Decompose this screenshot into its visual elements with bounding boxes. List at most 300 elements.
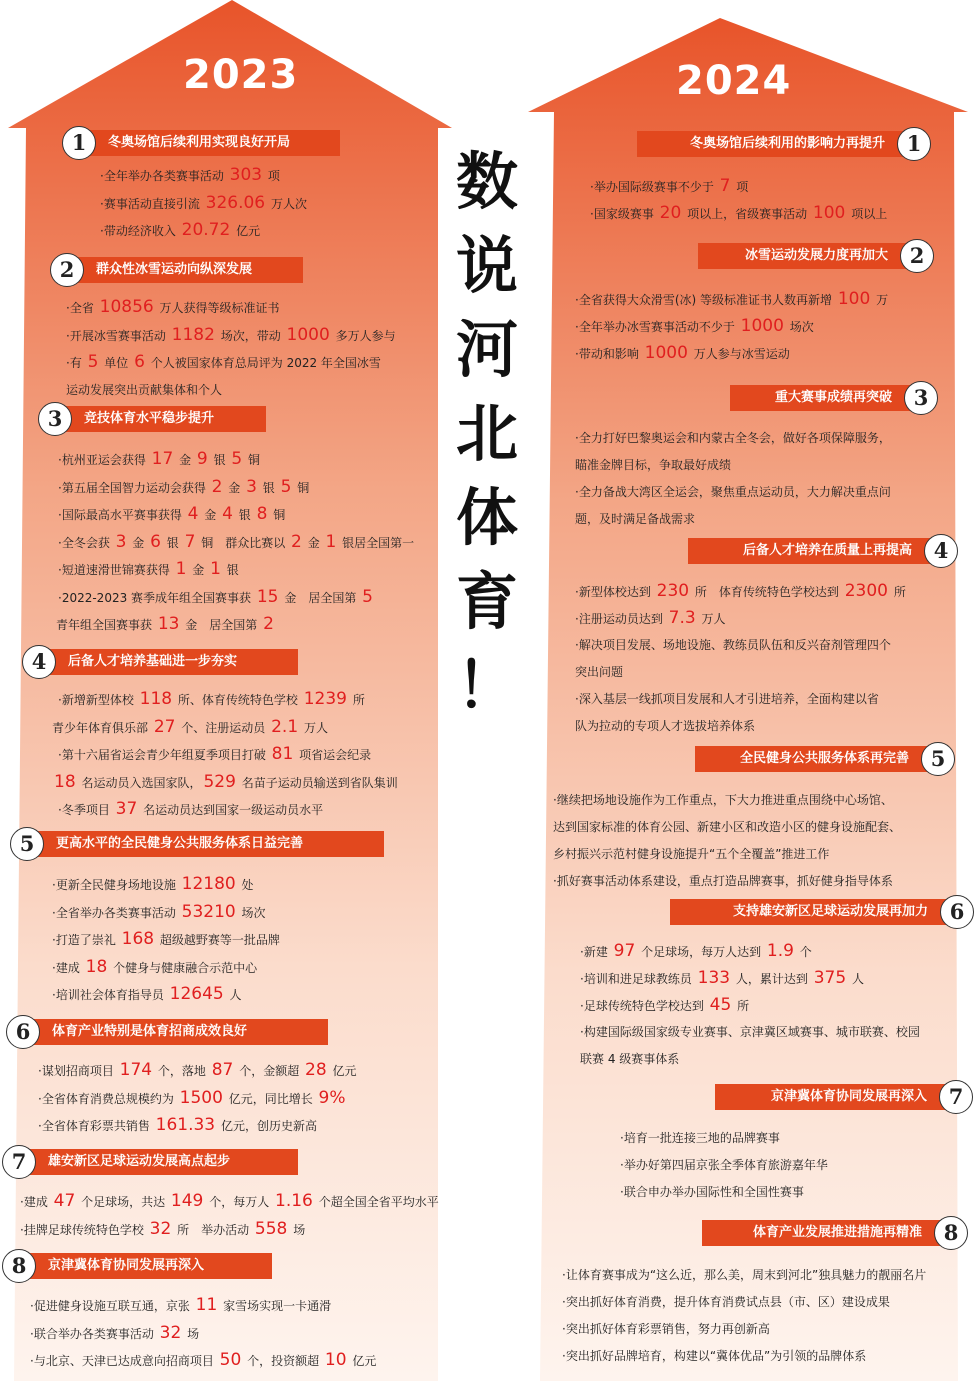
left-section-6-title: 体育产业特别是体育招商成效良好 <box>14 1019 328 1045</box>
item-text: ·全力打好巴黎奥运会和内蒙古全冬会，做好各项保障服务， <box>575 431 891 445</box>
item-text: ·杭州亚运会获得 <box>58 453 150 467</box>
left-section-item <box>20 1216 305 1244</box>
item-number: 2.1 <box>271 716 299 737</box>
item-text: ·全冬会获 <box>58 535 114 550</box>
item-text: 场 <box>183 1326 200 1341</box>
item-text: 人 <box>848 972 865 986</box>
left-section-item <box>66 294 280 322</box>
item-text: 场次，带动 <box>216 328 285 343</box>
item-number: 8 <box>256 504 268 524</box>
left-section-item <box>38 1085 348 1113</box>
left-section-item <box>58 474 309 502</box>
item-text: 亿元，同比增长 <box>224 1091 317 1106</box>
item-text: ·带动和影响 <box>575 347 643 361</box>
left-section-2-title: 群众性冰雪运动向纵深发展 <box>58 257 303 283</box>
item-number: 1000 <box>286 324 330 345</box>
item-number: 529 <box>203 771 236 792</box>
right-section-item <box>580 1046 679 1073</box>
item-text: 银 <box>222 563 239 577</box>
left-section-item <box>66 322 396 350</box>
right-section-item <box>580 992 749 1020</box>
item-number: 1 <box>210 559 221 579</box>
item-text: 万人 <box>300 720 328 735</box>
right-section-item <box>620 1179 804 1206</box>
item-number: 174 <box>119 1060 153 1080</box>
item-number: 1 <box>325 531 337 552</box>
item-number: 168 <box>121 929 155 949</box>
right-section-item <box>575 686 879 713</box>
item-number: 87 <box>211 1060 234 1080</box>
left-section-5-title: 更高水平的全民健身公共服务体系日益完善 <box>18 831 384 857</box>
right-section-8-number: 8 <box>934 1216 968 1250</box>
left-section-item <box>20 1188 439 1216</box>
item-number: 6 <box>150 531 161 552</box>
item-text: 项以上 <box>847 207 888 221</box>
left-section-item <box>58 584 375 612</box>
item-text: ·举办好第四届京张全季体育旅游嘉年华 <box>620 1158 828 1172</box>
item-text: ·与北京、天津已达成意向招商项目 <box>30 1354 218 1368</box>
item-text: ·全省获得大众滑雪(冰) 等级标准证书人数再新增 <box>575 293 836 307</box>
title-char: 河 <box>455 313 518 386</box>
item-text: 铜 <box>293 480 310 495</box>
title-char: ！ <box>455 649 518 722</box>
right-section-item <box>575 632 891 659</box>
item-text: ·更新全民健身场地设施 <box>52 878 180 892</box>
item-number: 1000 <box>644 343 688 363</box>
item-text: 金 居全国第 <box>280 590 361 605</box>
item-number: 50 <box>219 1350 242 1370</box>
left-section-item <box>52 926 280 954</box>
item-text: 个，金额超 <box>235 1064 304 1078</box>
item-text: 运动发展突出贡献集体和个人 <box>66 382 223 397</box>
item-text: ·突出抓好体育消费，提升体育消费试点县（市、区）建设成果 <box>562 1295 890 1309</box>
item-number: 2 <box>263 614 274 634</box>
item-text: ·新增新型体校 <box>58 693 138 707</box>
item-text: 名苗子运动员输送到省队集训 <box>237 775 398 790</box>
left-section-item <box>52 899 266 927</box>
right-section-item <box>620 1125 780 1152</box>
item-text: ·全年举办冰雪赛事活动不少于 <box>575 320 739 334</box>
item-text: 银 <box>162 535 183 550</box>
left-section-item <box>52 871 254 899</box>
item-text: 铜 <box>269 508 286 522</box>
item-number: 37 <box>115 799 138 819</box>
right-section-item <box>620 1152 828 1179</box>
item-text: ·培训和进足球教练员 <box>580 972 696 986</box>
item-text: ·挂牌足球传统特色学校 <box>20 1222 148 1237</box>
right-section-3-number: 3 <box>904 381 938 415</box>
item-text: 铜 群众比赛以 <box>197 535 290 550</box>
left-section-item <box>100 162 280 190</box>
item-text: 瞄准金牌目标，争取最好成绩 <box>575 458 732 472</box>
right-section-5-number: 5 <box>921 742 955 776</box>
item-text: ·联合举办各类赛事活动 <box>30 1326 158 1341</box>
item-text: 场次 <box>785 320 814 334</box>
left-section-4-number: 4 <box>22 645 56 679</box>
item-number: 81 <box>271 744 294 764</box>
item-text: 处 <box>237 878 254 892</box>
item-number: 13 <box>157 614 180 634</box>
item-number: 1.9 <box>766 941 794 961</box>
item-number: 303 <box>229 165 263 185</box>
item-number: 27 <box>153 716 176 737</box>
right-section-7-number: 7 <box>939 1080 973 1114</box>
item-number: 133 <box>697 968 731 988</box>
item-number: 20 <box>659 203 682 223</box>
item-text: 达到国家标准的体育公园、新建小区和改造小区的健身设施配套、 <box>553 820 902 834</box>
item-text: 个，投资额超 <box>243 1354 323 1368</box>
item-number: 326.06 <box>205 192 266 213</box>
item-number: 7 <box>184 531 196 552</box>
left-section-item <box>58 501 285 529</box>
right-section-item <box>575 452 731 479</box>
left-section-item <box>58 796 323 824</box>
left-section-item <box>30 1347 376 1375</box>
item-text: ·让体育赛事成为“这么近，那么美，周末到河北”独具魅力的靓丽名片 <box>562 1268 927 1282</box>
item-number: 118 <box>139 689 173 709</box>
item-text: ·抓好赛事活动体系建设，重点打造品牌赛事，抓好健身指导体系 <box>553 874 893 888</box>
right-section-item <box>590 173 748 201</box>
item-text: ·有 <box>66 356 86 370</box>
item-text: 个人被国家体育总局评为 2022 年全国冰雪 <box>146 356 381 370</box>
title-char: 说 <box>455 229 518 302</box>
item-text: 所 体育传统特色学校达到 <box>691 585 843 599</box>
item-number: 12645 <box>169 984 224 1004</box>
item-text: 亿元，创历史新高 <box>217 1119 317 1133</box>
item-text: ·国际最高水平赛事获得 <box>58 508 186 522</box>
item-number: 1500 <box>179 1087 223 1108</box>
left-section-item <box>30 1292 331 1320</box>
right-section-7-title: 京津冀体育协同发展再深入 <box>715 1084 965 1110</box>
item-number: 2 <box>291 531 302 552</box>
left-section-item <box>52 769 398 797</box>
item-text: ·全省举办各类赛事活动 <box>52 905 180 920</box>
item-number: 97 <box>613 941 636 961</box>
item-text: ·谋划招商项目 <box>38 1064 118 1078</box>
item-text: ·冬季项目 <box>58 803 114 817</box>
left-section-2-number: 2 <box>50 253 84 287</box>
item-text: ·全省体育消费总规模约为 <box>38 1091 178 1106</box>
item-number: 15 <box>256 586 279 607</box>
item-number: 45 <box>709 995 732 1015</box>
item-text: 银 <box>234 508 255 522</box>
item-text: ·全年举办各类赛事活动 <box>100 169 228 183</box>
item-text: ·突出抓好体育彩票销售，努力再创新高 <box>562 1322 770 1336</box>
item-number: 1000 <box>740 316 784 336</box>
item-text: ·培训社会体育指导员 <box>52 988 168 1002</box>
item-text: 个 <box>795 945 812 959</box>
left-section-item <box>58 741 371 769</box>
item-text: 万人 <box>697 612 726 626</box>
main-title <box>452 140 522 728</box>
item-number: 9 <box>196 449 208 469</box>
item-text: 金 <box>303 535 324 550</box>
left-section-item <box>58 446 260 474</box>
item-text: ·全省体育彩票共销售 <box>38 1119 154 1133</box>
item-number: 32 <box>159 1322 182 1343</box>
item-number: 32 <box>149 1218 172 1239</box>
title-char: 数 <box>455 145 518 218</box>
item-text: 项 <box>264 169 280 183</box>
left-section-5-number: 5 <box>10 827 44 861</box>
item-text: 项 <box>732 180 749 194</box>
item-text: ·突出抓好品牌培育，构建以“冀体优品”为引领的品牌体系 <box>562 1349 867 1363</box>
item-text: 超级越野赛等一批品牌 <box>156 933 280 947</box>
right-section-item <box>575 659 623 686</box>
left-section-item <box>66 349 381 377</box>
left-section-item <box>52 714 328 742</box>
item-number: 4 <box>222 504 233 524</box>
item-number: 12180 <box>181 874 236 894</box>
item-text: 金 <box>175 453 195 467</box>
year-2024: 2024 <box>676 58 792 104</box>
left-section-item <box>38 1112 317 1140</box>
item-number: 11 <box>195 1295 218 1315</box>
right-section-item <box>575 605 726 633</box>
left-section-3-title: 竞技体育水平稳步提升 <box>46 406 266 432</box>
right-section-item <box>575 506 695 533</box>
item-text: 联赛 4 级赛事体系 <box>580 1052 680 1066</box>
item-number: 1182 <box>171 324 215 345</box>
left-section-item <box>58 529 414 557</box>
right-section-item <box>553 787 893 814</box>
item-number: 161.33 <box>155 1115 216 1135</box>
right-section-6-number: 6 <box>940 895 974 929</box>
item-text: 万人获得等级标准证书 <box>155 301 280 315</box>
title-char: 北 <box>455 397 518 470</box>
left-section-1-number: 1 <box>62 126 96 160</box>
item-text: 个，落地 <box>154 1064 210 1078</box>
right-section-2-title: 冰雪运动发展力度再加大 <box>698 243 926 269</box>
item-number: 1239 <box>303 689 347 709</box>
item-text: 突出问题 <box>575 665 624 679</box>
item-text: 多万人参与 <box>331 328 396 343</box>
item-number: 230 <box>656 581 690 601</box>
item-text: 所 <box>349 693 365 707</box>
item-number: 10856 <box>99 297 154 317</box>
item-text: 亿元 <box>328 1064 357 1078</box>
item-text: 万人参与冰雪运动 <box>689 347 790 361</box>
left-section-item <box>30 1320 199 1348</box>
left-section-1-title: 冬奥场馆后续利用实现良好开局 <box>70 130 340 156</box>
right-section-1-number: 1 <box>897 127 931 161</box>
year-2023: 2023 <box>183 52 299 98</box>
right-section-item <box>575 578 906 606</box>
left-section-6-number: 6 <box>6 1015 40 1049</box>
item-text: 青少年体育俱乐部 <box>52 720 152 735</box>
item-text: ·新建 <box>580 945 612 959</box>
item-text: 人，累计达到 <box>732 972 812 986</box>
right-section-item <box>590 200 887 228</box>
right-section-item <box>575 286 888 314</box>
right-section-8-title: 体育产业发展推进措施再精准 <box>702 1220 960 1246</box>
item-text: 金 <box>224 480 245 495</box>
item-number: 20.72 <box>181 220 231 240</box>
right-section-item <box>580 938 812 966</box>
item-text: ·全省 <box>66 301 98 315</box>
item-number: 7.3 <box>668 608 696 628</box>
right-section-5-title: 全民健身公共服务体系再完善 <box>695 746 947 772</box>
item-text: ·打造了崇礼 <box>52 933 120 947</box>
title-char: 体 <box>455 481 518 554</box>
item-text: 项以上，省级赛事活动 <box>683 207 811 221</box>
item-text: ·2022-2023 赛季成年组全国赛事获 <box>58 590 255 605</box>
item-number: 2300 <box>844 581 888 601</box>
right-section-item <box>580 965 864 993</box>
item-number: 558 <box>254 1218 288 1239</box>
right-section-item <box>562 1343 866 1370</box>
item-number: 1 <box>175 559 187 579</box>
item-text: ·第五届全国智力运动会获得 <box>58 480 210 495</box>
item-number: 100 <box>812 203 846 223</box>
item-text: 个足球场，共达 <box>77 1195 169 1209</box>
item-text: ·联合申办举办国际性和全国性赛事 <box>620 1185 804 1199</box>
item-text: 所 <box>733 999 750 1013</box>
item-number: 375 <box>813 968 847 988</box>
right-section-item <box>553 841 829 868</box>
item-text: 金 居全国第 <box>181 618 262 632</box>
left-section-item <box>56 611 276 639</box>
right-section-item <box>575 313 814 341</box>
item-text: ·举办国际级赛事不少于 <box>590 180 718 194</box>
item-text: 家雪场实现一卡通滑 <box>219 1299 332 1313</box>
right-section-item <box>575 340 790 368</box>
right-section-item <box>562 1316 770 1343</box>
item-text: 青年组全国赛事获 <box>56 618 156 632</box>
right-section-4-title: 后备人才培养在质量上再提高 <box>688 538 950 564</box>
item-number: 5 <box>87 352 99 372</box>
item-text: 个超全国全省平均水平 <box>314 1195 439 1209</box>
item-text: ·深入基层一线抓项目发展和人才引进培养，全面构建以省 <box>575 692 879 706</box>
item-text: 铜 <box>244 453 261 467</box>
item-text: ·国家级赛事 <box>590 207 658 221</box>
left-section-item <box>58 686 365 714</box>
left-section-3-number: 3 <box>38 402 72 436</box>
right-section-2-number: 2 <box>900 239 934 273</box>
title-char: 育 <box>455 565 518 638</box>
item-text: 队为拉动的专项人才选拔培养体系 <box>575 719 756 733</box>
item-text: ·建成 <box>52 960 84 975</box>
left-section-item <box>66 377 222 404</box>
item-text: ·足球传统特色学校达到 <box>580 999 708 1013</box>
item-text: 所 <box>890 585 906 599</box>
left-section-7-number: 7 <box>2 1145 36 1179</box>
item-number: 28 <box>305 1060 327 1080</box>
item-text: ·促进健身设施互联互通，京张 <box>30 1299 194 1313</box>
item-text: 银居全国第一 <box>338 535 415 550</box>
item-number: 5 <box>362 586 373 607</box>
item-text: 银 <box>209 453 230 467</box>
item-number: 3 <box>246 476 257 497</box>
left-section-item <box>58 556 239 584</box>
item-text: 亿元 <box>348 1354 377 1368</box>
item-text: 名运动员达到国家一级运动员水平 <box>139 803 324 817</box>
right-section-4-number: 4 <box>924 534 958 568</box>
item-number: 4 <box>187 504 199 524</box>
item-text: ·全力备战大湾区全运会，聚焦重点运动员，大力解决重点问 <box>575 485 891 499</box>
item-number: 149 <box>170 1191 204 1211</box>
right-section-item <box>562 1289 890 1316</box>
item-text: 项省运会纪录 <box>295 748 372 762</box>
item-number: 17 <box>151 449 174 469</box>
right-section-3-title: 重大赛事成绩再突破 <box>730 385 930 411</box>
item-text: ·赛事活动直接引流 <box>100 196 204 211</box>
left-section-7-title: 雄安新区足球运动发展高点起步 <box>10 1149 298 1175</box>
item-text: 金 <box>200 508 221 522</box>
item-text: ·继续把场地设施作为工作重点，下大力推进重点围绕中心场馆、 <box>553 793 893 807</box>
right-section-6-title: 支持雄安新区足球运动发展再加力 <box>670 899 966 925</box>
item-text: 场次 <box>237 905 266 920</box>
item-text: 场 <box>289 1222 306 1237</box>
item-text: 所 举办活动 <box>173 1222 253 1237</box>
item-text: 亿元 <box>232 224 261 238</box>
right-section-item <box>553 868 893 895</box>
left-section-item <box>52 981 242 1009</box>
item-number: 47 <box>53 1191 76 1211</box>
item-text: 人 <box>225 988 242 1002</box>
item-text: 个足球场，每万人达到 <box>637 945 765 959</box>
item-text: 个，每万人 <box>205 1195 274 1209</box>
item-number: 9% <box>318 1087 346 1108</box>
item-text: 单位 <box>100 356 133 370</box>
right-section-item <box>580 1019 920 1046</box>
left-section-8-number: 8 <box>2 1249 36 1283</box>
item-text: ·解决项目发展、场地设施、教练员队伍和反兴奋剂管理四个 <box>575 638 891 652</box>
left-section-4-title: 后备人才培养基础进一步夯实 <box>30 649 298 675</box>
left-section-item <box>52 954 257 982</box>
item-number: 5 <box>231 449 243 469</box>
right-section-1-title: 冬奥场馆后续利用的影响力再提升 <box>637 131 923 157</box>
item-text: 名运动员入选国家队， <box>77 775 202 790</box>
item-number: 7 <box>719 176 731 196</box>
item-text: 金 <box>188 563 209 577</box>
item-text: ·建成 <box>20 1195 52 1209</box>
left-section-8-title: 京津冀体育协同发展再深入 <box>10 1253 272 1279</box>
item-text: 万 <box>872 293 889 307</box>
right-section-item <box>575 479 891 506</box>
item-text: 题，及时满足备战需求 <box>575 512 696 526</box>
item-text: 乡村振兴示范村健身设施提升“五个全覆盖”推进工作 <box>553 847 830 861</box>
item-text: ·第十六届省运会青少年组夏季项目打破 <box>58 748 270 762</box>
left-section-item <box>100 190 307 218</box>
left-section-item <box>100 217 260 245</box>
right-section-item <box>575 713 755 740</box>
item-text: 金 <box>128 535 149 550</box>
item-text: ·培育一批连接三地的品牌赛事 <box>620 1131 780 1145</box>
item-number: 18 <box>54 771 76 792</box>
item-number: 18 <box>85 956 108 977</box>
item-number: 10 <box>324 1350 347 1370</box>
item-text: 个、注册运动员 <box>177 720 270 735</box>
item-text: 个健身与健康融合示范中心 <box>109 960 258 975</box>
right-section-item <box>562 1262 926 1289</box>
item-text: ·注册运动员达到 <box>575 612 667 626</box>
item-number: 3 <box>115 531 127 552</box>
item-number: 100 <box>837 289 871 309</box>
item-number: 2 <box>211 476 223 497</box>
item-text: 万人次 <box>267 196 307 211</box>
item-text: ·开展冰雪赛事活动 <box>66 328 170 343</box>
item-text: ·构建国际级国家级专业赛事、京津冀区域赛事、城市联赛、校园 <box>580 1025 920 1039</box>
item-number: 1.16 <box>275 1191 313 1211</box>
item-text: ·短道速滑世锦赛获得 <box>58 563 174 577</box>
item-text: 所、体育传统特色学校 <box>174 693 302 707</box>
item-text: ·新型体校达到 <box>575 585 655 599</box>
left-section-item <box>38 1057 356 1085</box>
right-section-item <box>575 425 891 452</box>
item-number: 5 <box>280 476 292 497</box>
right-section-item <box>553 814 901 841</box>
